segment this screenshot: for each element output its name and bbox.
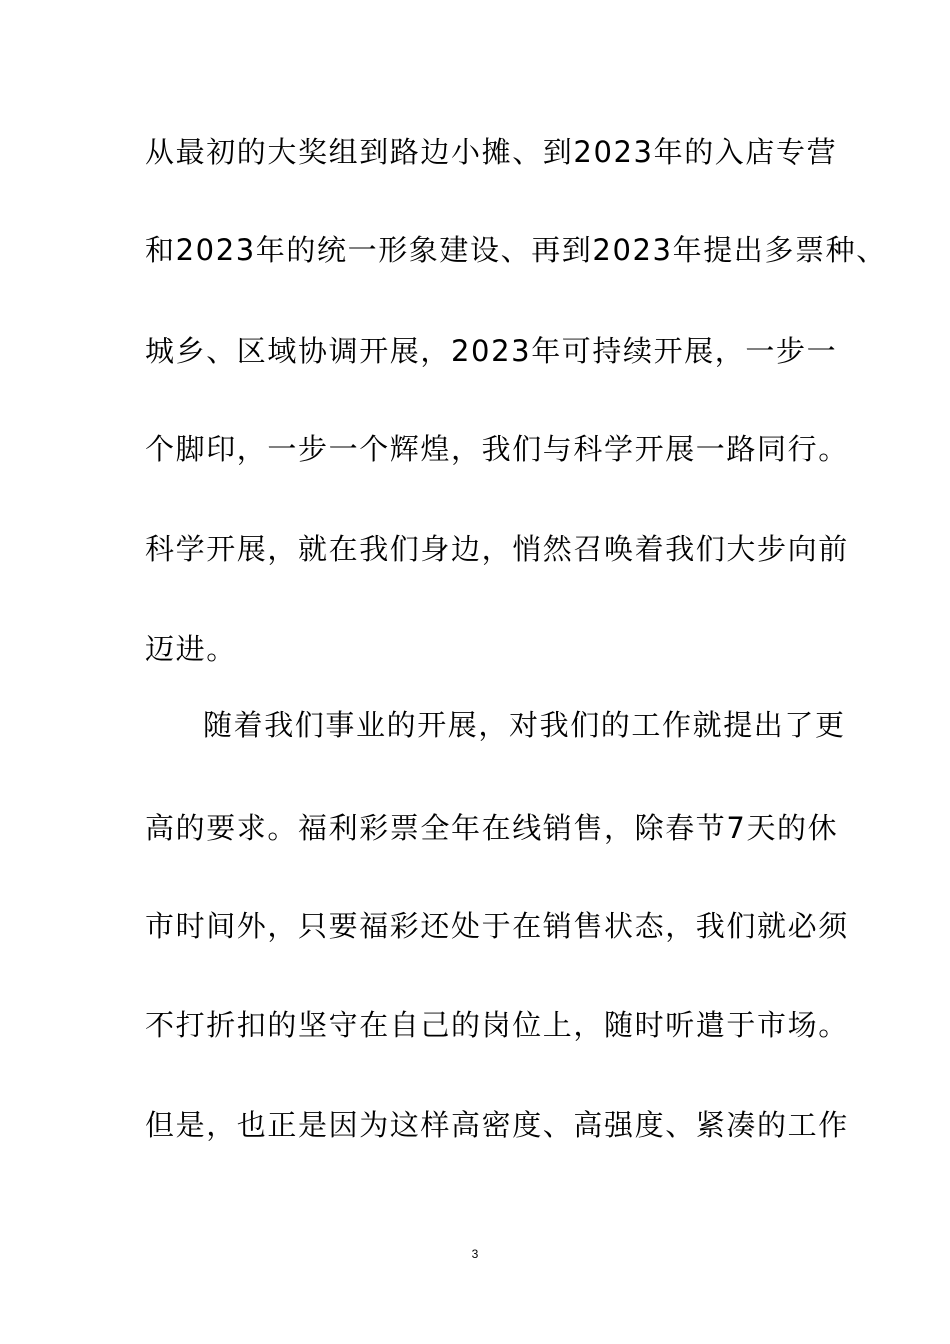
text-line-8: 高的要求。福利彩票全年在线销售，除春节7天的休 [145,811,839,845]
text-line-1: 从最初的大奖组到路边小摊、到2023年的入店专营 [145,135,838,169]
text-line-6: 迈进。 [145,632,237,666]
text-line-4: 个脚印，一步一个辉煌，我们与科学开展一路同行。 [145,432,849,466]
page-number: 3 [471,1247,479,1261]
text-line-11: 但是，也正是因为这样高密度、高强度、紧凑的工作 [145,1108,849,1142]
text-line-2: 和2023年的统一形象建设、再到2023年提出多票种、 [145,233,887,267]
text-line-10: 不打折扣的坚守在自己的岗位上，随时听遣于市场。 [145,1008,849,1042]
text-line-5: 科学开展，就在我们身边，悄然召唤着我们大步向前 [145,532,849,566]
text-line-3: 城乡、区域协调开展，2023年可持续开展，一步一 [145,334,838,368]
text-line-7: 随着我们事业的开展，对我们的工作就提出了更 [203,708,846,742]
text-line-9: 市时间外，只要福彩还处于在销售状态，我们就必须 [145,909,849,943]
